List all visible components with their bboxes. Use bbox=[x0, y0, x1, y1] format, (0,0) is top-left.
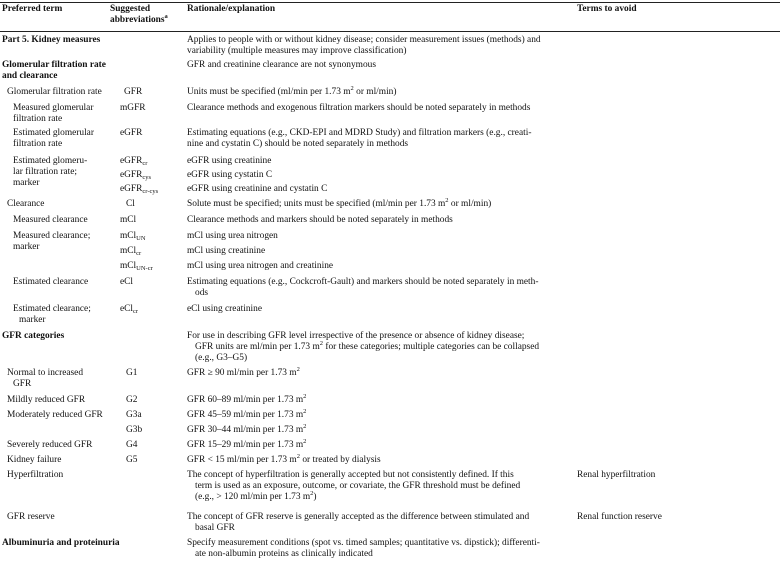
term-g5: Kidney failure bbox=[7, 455, 62, 465]
header-preferred-term: Preferred term bbox=[2, 4, 63, 14]
part5-title: Part 5. Kidney measures bbox=[2, 35, 101, 45]
gfr-categories-title: GFR categories bbox=[2, 331, 65, 341]
header-terms-to-avoid: Terms to avoid bbox=[577, 4, 637, 14]
albuminuria-title: Albuminuria and proteinuria bbox=[2, 538, 120, 548]
rationale-ecl-cr: eCl using creatinine bbox=[187, 304, 262, 314]
abbr-mcl-un-cr: mCl$_{UN-cr}$ bbox=[120, 261, 153, 272]
rationale-egfr-cr: eGFR using creatinine bbox=[187, 156, 272, 166]
rationale-mgfr: Clearance methods and exogenous filtration markers should be noted separately in methods bbox=[187, 103, 531, 113]
term-g2: Mildly reduced GFR bbox=[7, 395, 86, 405]
abbr-mcl: mCl bbox=[120, 215, 137, 225]
header-rule bbox=[0, 31, 780, 32]
term-hyperfiltration: Hyperfiltration bbox=[7, 470, 64, 480]
rationale-gfr-reserve: The concept of GFR reserve is generally accepted as the difference between stimulated and basal GFR bbox=[187, 512, 530, 533]
avoid-hyperfiltration: Renal hyperfiltration bbox=[577, 470, 656, 480]
term-ecl: Estimated clearance bbox=[13, 277, 89, 287]
rationale-egfr-cr-cys: eGFR using creatinine and cystatin C bbox=[187, 184, 328, 194]
avoid-gfr-reserve: Renal function reserve bbox=[577, 512, 662, 522]
rationale-g2: GFR 60–89 ml/min per 1.73 $m^2$ bbox=[187, 393, 307, 405]
rationale-ecl: Estimating equations (e.g., Cockcroft-Gault) and markers should be noted separately in meth- ods bbox=[187, 277, 539, 298]
abbr-clearance: Cl bbox=[126, 199, 135, 209]
rationale-mcl: Clearance methods and markers should be noted separately in methods bbox=[187, 215, 453, 225]
abbr-g2: G2 bbox=[126, 395, 138, 405]
rationale-mcl-un: mCl using urea nitrogen bbox=[187, 231, 278, 241]
abbr-g3b: G3b bbox=[126, 425, 143, 435]
gfr-section-rationale: GFR and creatinine clearance are not synonymous bbox=[187, 60, 376, 70]
term-ecl-marker: Estimated clearance; marker bbox=[13, 304, 91, 325]
part5-rationale: Applies to people with or without kidney disease; consider measurement issues (methods) and variability (multiple measures may improve classification) bbox=[187, 35, 541, 56]
rationale-g5: GFR < 15 ml/min per 1.73 $m^2$ or treated by dialysis bbox=[187, 453, 381, 465]
gfr-section-title: Glomerular filtration rate and clearance bbox=[2, 60, 106, 81]
rationale-egfr: Estimating equations (e.g., CKD-EPI and MDRD Study) and filtration markers (e.g., creati- nine and cystatin C) should be noted separately in methods bbox=[187, 128, 532, 149]
term-egfr: Estimated glomerular filtration rate bbox=[13, 128, 94, 149]
rationale-g3b: GFR 30–44 ml/min per 1.73 $m^2$ bbox=[187, 423, 307, 435]
rationale-albuminuria: Specify measurement conditions (spot vs. timed samples; quantitative vs. dipstick); differenti- ate non-albumin proteins as clinically indicated bbox=[187, 538, 540, 559]
abbr-ecl: eCl bbox=[120, 277, 134, 287]
rationale-g4: GFR 15–29 ml/min per 1.73 $m^2$ bbox=[187, 438, 307, 450]
abbr-ecl-cr: eCl$_{cr}$ bbox=[120, 304, 139, 315]
abbr-mcl-cr: mCl$_{cr}$ bbox=[120, 246, 142, 257]
term-gfr-reserve: GFR reserve bbox=[7, 512, 55, 522]
header-rationale: Rationale/explanation bbox=[187, 4, 276, 14]
abbr-g3a: G3a bbox=[126, 410, 142, 420]
rationale-gfr: Units must be specified (ml/min per 1.73 $m^2$ or ml/min) bbox=[187, 85, 397, 97]
gfr-categories-rationale: For use in describing GFR level irrespective of the presence or absence of kidney disease; GFR units are ml/min per 1.73 $m^2$ for these categories; multiple categories can be collapsed (e.g., G3–G5) bbox=[187, 331, 540, 363]
abbr-egfr-cr-cys: eGFR$_{cr-cys}$ bbox=[120, 184, 159, 195]
term-mcl-marker: Measured clearance; marker bbox=[13, 231, 91, 252]
term-g3: Moderately reduced GFR bbox=[7, 410, 103, 420]
header-abbreviations: Suggested abbreviations$^a$ bbox=[110, 4, 168, 25]
abbr-egfr-cys: eGFR$_{cys}$ bbox=[120, 170, 152, 181]
rationale-hyperfiltration: The concept of hyperfiltration is generally accepted but not consistently defined. If this term is used as an exposure, outcome, or covariate, the GFR threshold must be defined (e.g., > 120 ml/min per 1.73 $m^2$) bbox=[187, 470, 521, 502]
abbr-g1: G1 bbox=[126, 368, 138, 378]
abbr-g5: G5 bbox=[126, 455, 138, 465]
term-gfr: Glomerular filtration rate bbox=[7, 87, 102, 97]
term-mcl: Measured clearance bbox=[13, 215, 88, 225]
term-egfr-marker: Estimated glomeru- lar filtration rate; marker bbox=[13, 156, 88, 188]
term-g4: Severely reduced GFR bbox=[7, 440, 93, 450]
abbr-mcl-un: mCl$_{UN}$ bbox=[120, 231, 146, 242]
term-mgfr: Measured glomerular filtration rate bbox=[13, 103, 94, 124]
table-top-rule bbox=[0, 2, 780, 3]
abbr-gfr: GFR bbox=[124, 87, 143, 97]
rationale-mcl-cr: mCl using creatinine bbox=[187, 246, 266, 256]
rationale-egfr-cys: eGFR using cystatin C bbox=[187, 170, 273, 180]
rationale-g3a: GFR 45–59 ml/min per 1.73 $m^2$ bbox=[187, 408, 307, 420]
rationale-g1: GFR ≥ 90 ml/min per 1.73 $m^2$ bbox=[187, 366, 300, 378]
rationale-mcl-un-cr: mCl using urea nitrogen and creatinine bbox=[187, 261, 334, 271]
term-g1: Normal to increased GFR bbox=[7, 368, 84, 389]
abbr-egfr-cr: eGFR$_{cr}$ bbox=[120, 156, 148, 167]
abbr-egfr: eGFR bbox=[120, 128, 143, 138]
rationale-clearance: Solute must be specified; units must be specified (ml/min per 1.73 $m^2$ or ml/min) bbox=[187, 197, 492, 209]
term-clearance: Clearance bbox=[7, 199, 45, 209]
abbr-mgfr: mGFR bbox=[120, 103, 146, 113]
abbr-g4: G4 bbox=[126, 440, 138, 450]
